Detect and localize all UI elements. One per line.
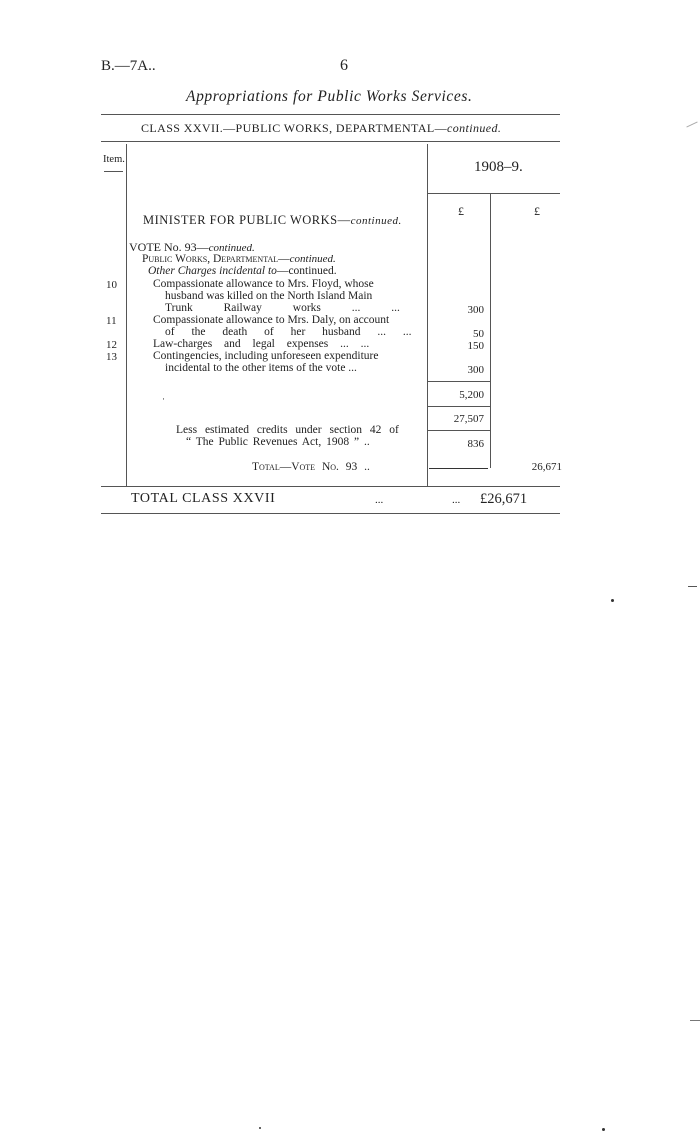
class-total-rule-top — [101, 486, 560, 487]
page-number: 6 — [340, 57, 348, 74]
year-column-header: 1908–9. — [474, 159, 523, 175]
item-amount: 300 — [467, 364, 484, 376]
subtotal-rule-top — [427, 381, 490, 382]
item-column-header: Item. — [103, 154, 125, 165]
rule-top — [101, 114, 560, 115]
subhead-continued: continued. — [289, 253, 336, 265]
minister-heading — [143, 213, 402, 228]
item-number: 13 — [106, 351, 117, 363]
other-charges-suffix: —continued. — [276, 265, 337, 277]
minister-heading-text: MINISTER FOR PUBLIC WORKS— — [143, 213, 351, 227]
margin-mark — [686, 122, 697, 128]
scan-speck — [611, 599, 614, 602]
class-total-label: TOTAL CLASS XXVII — [131, 491, 276, 506]
item-number: 10 — [106, 279, 117, 291]
other-charges-heading — [148, 265, 337, 277]
document-reference: B.—7A.. — [101, 58, 156, 74]
less-credits-line2: “ The Public Revenues Act, 1908 ” .. — [186, 436, 370, 448]
item-line: husband was killed on the North Island Main — [165, 290, 373, 302]
year-header-rule — [427, 193, 560, 194]
less-credits-line1: Less estimated credits under section 42 of — [176, 424, 399, 436]
item-number: 11 — [106, 315, 117, 327]
gross-total-amount: 27,507 — [453, 413, 484, 425]
item-header-underline — [104, 171, 123, 172]
class-heading — [141, 121, 501, 136]
scan-speck — [259, 1127, 261, 1129]
gross-total-rule — [427, 430, 490, 431]
class-total-leader: ... — [452, 494, 461, 506]
class-total-amount: £26,671 — [480, 491, 528, 507]
amount-column-rule-left — [427, 144, 428, 486]
page-title: Appropriations for Public Works Services. — [186, 88, 473, 105]
class-total-leader: ... — [375, 494, 384, 506]
item-column-rule — [126, 144, 127, 486]
item-line: Compassionate allowance to Mrs. Daly, on account — [153, 314, 390, 326]
item-amount: 300 — [467, 304, 484, 316]
decorative-dot: · — [162, 394, 165, 404]
class-heading-continued: continued. — [447, 121, 502, 135]
vote-total-amount: 26,671 — [531, 461, 562, 473]
scan-speck — [602, 1128, 605, 1131]
item-amount: 150 — [467, 340, 484, 352]
class-heading-text: CLASS XXVII.—PUBLIC WORKS, DEPARTMENTAL— — [141, 121, 448, 135]
item-line: Law-charges and legal expenses ... ... — [153, 338, 370, 350]
item-number: 12 — [106, 339, 117, 351]
item-line: Contingencies, including unforeseen expenditure — [153, 350, 379, 362]
item-line: incidental to the other items of the vote ... — [165, 362, 357, 374]
class-total-rule-bottom — [101, 513, 560, 514]
rule-under-heading — [101, 141, 560, 142]
item-line: of the death of her husband ... ... — [165, 326, 412, 338]
vote-heading-continued: continued. — [208, 242, 255, 254]
item-amount: 50 — [473, 328, 484, 340]
currency-symbol-left: £ — [458, 204, 464, 218]
vote-total-rule — [429, 468, 488, 469]
item-line: Compassionate allowance to Mrs. Floyd, whose — [153, 278, 374, 290]
margin-mark — [690, 1020, 700, 1021]
currency-symbol-right: £ — [534, 204, 540, 218]
other-charges-text: Other Charges incidental to — [148, 265, 277, 277]
subtotal-amount: 5,200 — [459, 389, 484, 401]
vote-heading-text: VOTE No. 93— — [129, 240, 209, 254]
less-credits-amount: 836 — [467, 438, 484, 450]
subhead-heading — [142, 253, 336, 265]
vote-total-label: Total—Vote No. 93 .. — [252, 461, 370, 473]
subtotal-rule-bottom — [427, 406, 490, 407]
minister-heading-continued: continued. — [350, 215, 402, 227]
margin-mark — [688, 586, 697, 587]
subhead-text: Public Works, Departmental— — [142, 253, 290, 265]
item-line: Trunk Railway works ... ... — [165, 302, 400, 314]
amount-column-rule-mid — [490, 193, 491, 468]
